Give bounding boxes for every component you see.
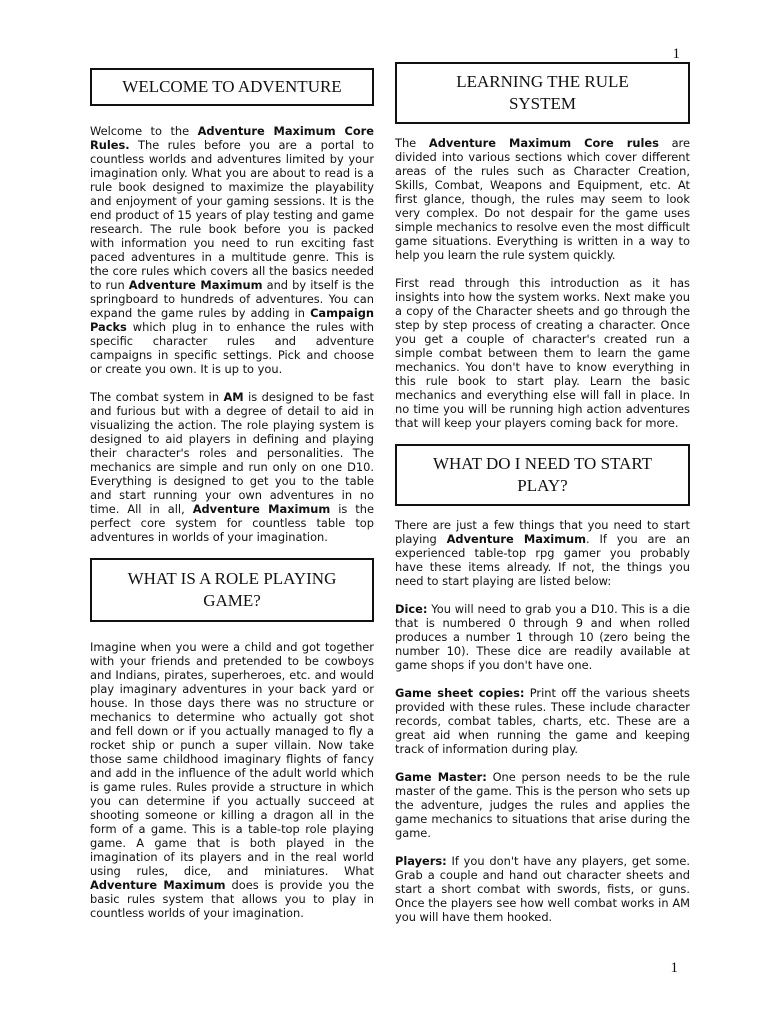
welcome-paragraph-1: Welcome to the Adventure Maximum Core Rules. The rules before you are a portal to countless worlds and adventures limited by your imagination only. What you are about to read is a rule book designed to maximize the playability and enjoyment of your gaming sessions. It is the end product of 15 years of play testing and game research. The rule book before you is packed with information you need to run exciting fast paced adventures in a multitude genre. This is the core rules which covers all the basics needed to run Adventure Maximum and by itself is the springboard to hundreds of adventures. You can expand the game rules by adding in Campaign Packs which plug in to enhance the rules with specific character rules and adventure campaigns in specific settings. Pick and choose or create you own. It is up to you. <box>90 124 374 376</box>
heading-rpg-line-1: WHAT IS A ROLE PLAYING <box>127 569 337 588</box>
welcome-paragraph-2: The combat system in AM is designed to be fast and furious but with a degree of detail to aid in visualizing the action. The role playing system is designed to aid players in defining and playing their character's roles and personalities. The mechanics are simple and run only on one D10. Everything is designed to get you to the table and start running your own adventures in no time. All in all, Adventure Maximum is the perfect core system for countless table top adventures in worlds of your imagination. <box>90 390 374 544</box>
item-dice: Dice: You will need to grab you a D10. This is a die that is numbered 0 through 9 and when rolled produces a number 1 through 10 (zero being the number 10). These dice are readily available at game shops if you don't have one. <box>395 602 690 672</box>
heading-need-line-2: PLAY? <box>517 476 568 495</box>
heading-learning-rules <box>395 62 690 124</box>
right-column <box>395 62 690 924</box>
rpg-paragraph-1: Imagine when you were a child and got together with your friends and pretended to be cowboys and Indians, pirates, superheroes, etc. and would play imaginary adventures in your back yard or house. In those days there was no structure or mechanics to determine who actually got shot and fell down or if you actually managed to fly a rocket ship or punch a super villain. Now take those same childhood imaginary flights of fancy and add in the influence of the adult world which is game rules. Rules provide a structure in which you can determine if you actually succeed at shooting someone or killing a dragon all in the form of a game. This is a table-top role playing game. A game that is both played in the imagination of its players and in the real world using rules, dice, and miniatures. What Adventure Maximum does is provide you the basic rules system that allows you to play in countless worlds of your imagination. <box>90 640 374 920</box>
heading-rpg-line-2: GAME? <box>203 591 261 610</box>
learning-paragraph-1: The Adventure Maximum Core rules are divided into various sections which cover different areas of the rules such as Character Creation, Skills, Combat, Weapons and Equipment, etc. At first glance, though, the rules may seem to look very complex. Do not despair for the game uses simple mechanics to resolve even the most difficult game situations. Everything is written in a way to help you learn the rule system quickly. <box>395 136 690 262</box>
item-game-master: Game Master: One person needs to be the rule master of the game. This is the person who sets up the adventure, judges the rules and applies the game mechanics to situations that arise during the game. <box>395 770 690 840</box>
item-players: Players: If you don't have any players, get some. Grab a couple and hand out character sheets and start a short combat with swords, fists, or guns. Once the players see how well combat works in AM you will have them hooked. <box>395 854 690 924</box>
page-number-bottom: 1 <box>670 960 678 976</box>
heading-need-line-1: WHAT DO I NEED TO START <box>432 454 653 473</box>
heading-what-is-rpg <box>90 558 374 622</box>
heading-welcome-text: WELCOME TO ADVENTURE <box>122 77 342 96</box>
heading-welcome <box>90 68 374 106</box>
left-column <box>90 68 374 920</box>
item-game-sheets: Game sheet copies: Print off the various sheets provided with these rules. These include character records, combat tables, charts, etc. These are a great aid when running the game and keeping track of information during play. <box>395 686 690 756</box>
heading-learning-line-1: LEARNING THE RULE <box>456 72 629 91</box>
learning-paragraph-2: First read through this introduction as it has insights into how the system works. Next make you a copy of the Character sheets and go through the step by step process of creating a character. Once you get a couple of character's created run a simple combat between them to learn the game mechanics. You don't have to know everything in this rule book to start play. Learn the basic mechanics and everything else will fall in place. In no time you will be running high action adventures that will keep your players coming back for more. <box>395 276 690 430</box>
page-number-top: 1 <box>672 46 680 62</box>
heading-learning-line-2: SYSTEM <box>508 94 577 113</box>
start-paragraph-1: There are just a few things that you need to start playing Adventure Maximum. If you are an experienced table-top rpg gamer you probably have these items already. If not, the things you need to start playing are listed below: <box>395 518 690 588</box>
heading-what-do-i-need <box>395 444 690 506</box>
